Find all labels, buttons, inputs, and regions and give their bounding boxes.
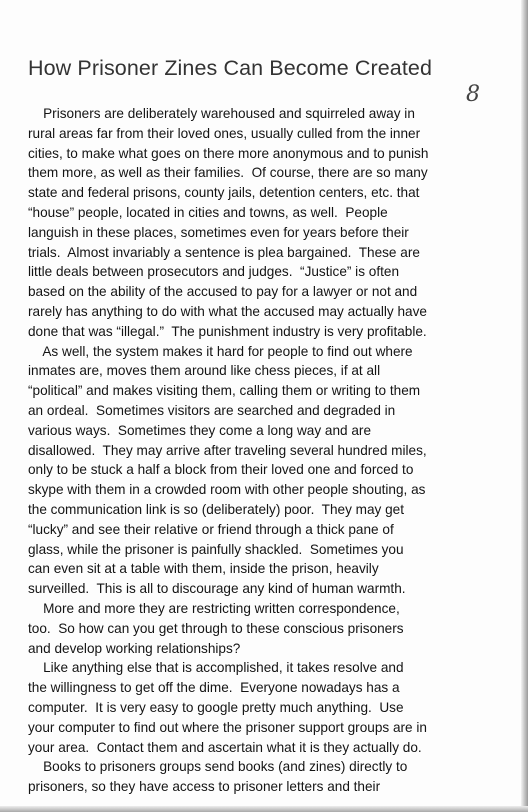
body-text xyxy=(28,104,474,797)
text-line: done that was “illegal.” The punishment industry is very profitable. xyxy=(28,323,427,339)
text-line: rural areas far from their loved ones, usually culled from the inner xyxy=(28,125,421,141)
text-line: the communication link is so (deliberately) poor. They may get xyxy=(28,501,405,517)
text-line: skype with them in a crowded room with other people shouting, as xyxy=(28,482,426,498)
text-line: based on the ability of the accused to pay for a lawyer or not and xyxy=(28,284,418,300)
text-line: your computer to find out where the prisoner support groups are in xyxy=(28,719,427,735)
text-line: your area. Contact them and ascertain what it is they actually do. xyxy=(28,739,422,755)
text-line: disallowed. They may arrive after traveling several hundred miles, xyxy=(28,442,427,458)
page-title: How Prisoner Zines Can Become Created xyxy=(28,56,433,80)
page-bottom-shadow xyxy=(0,806,528,812)
text-line: too. So how can you get through to these conscious prisoners xyxy=(28,620,404,636)
text-line: As well, the system makes it hard for people to find out where xyxy=(28,343,413,359)
text-line: computer. It is very easy to google pretty much anything. Use xyxy=(28,699,404,715)
text-line: state and federal prisons, county jails, detention centers, etc. that xyxy=(28,185,420,201)
text-line: little deals between prosecutors and judges. “Justice” is often xyxy=(28,264,400,280)
text-line: can even sit at a table with them, inside the prison, heavily xyxy=(28,561,379,577)
paragraph xyxy=(28,757,474,797)
paragraph xyxy=(28,104,474,342)
text-line: an ordeal. Sometimes visitors are searched and degraded in xyxy=(28,402,396,418)
text-line: Books to prisoners groups send books (and zines) directly to xyxy=(28,759,408,775)
text-line: inmates are, moves them around like chess pieces, if at all xyxy=(28,363,381,379)
text-line: them more, as well as their families. Of course, there are so many xyxy=(28,165,428,181)
text-line: various ways. Sometimes they come a long way and are xyxy=(28,422,372,438)
text-line: Prisoners are deliberately warehoused and squirreled away in xyxy=(28,106,415,121)
paragraph xyxy=(28,658,474,757)
text-line: “political” and makes visiting them, calling them or writing to them xyxy=(28,383,421,399)
text-line: trials. Almost invariably a sentence is plea bargained. These are xyxy=(28,244,420,260)
text-line: languish in these places, sometimes even for years before their xyxy=(28,224,409,240)
text-line: the willingness to get off the dime. Everyone nowadays has a xyxy=(28,680,400,696)
text-line: “house” people, located in cities and towns, as well. People xyxy=(28,204,388,220)
text-line: More and more they are restricting written correspondence, xyxy=(28,600,400,616)
text-line: Like anything else that is accomplished, it takes resolve and xyxy=(28,660,404,676)
page-edge-shadow xyxy=(521,0,528,812)
text-line: prisoners, so they have access to prisoner letters and their xyxy=(28,779,381,795)
text-line: surveilled. This is all to discourage any kind of human warmth. xyxy=(28,581,406,597)
text-line: rarely has anything to do with what the accused may actually have xyxy=(28,303,427,319)
text-line: “lucky” and see their relative or friend through a thick pane of xyxy=(28,521,394,537)
text-line: glass, while the prisoner is painfully shackled. Sometimes you xyxy=(28,541,404,557)
text-line: and develop working relationships? xyxy=(28,640,241,656)
paragraph xyxy=(28,599,474,658)
paragraph xyxy=(28,342,474,599)
handwritten-page-number: 8 xyxy=(466,82,480,107)
text-line: cities, to make what goes on there more anonymous and to punish xyxy=(28,145,429,161)
text-line: only to be stuck a half a block from their loved one and forced to xyxy=(28,462,414,478)
